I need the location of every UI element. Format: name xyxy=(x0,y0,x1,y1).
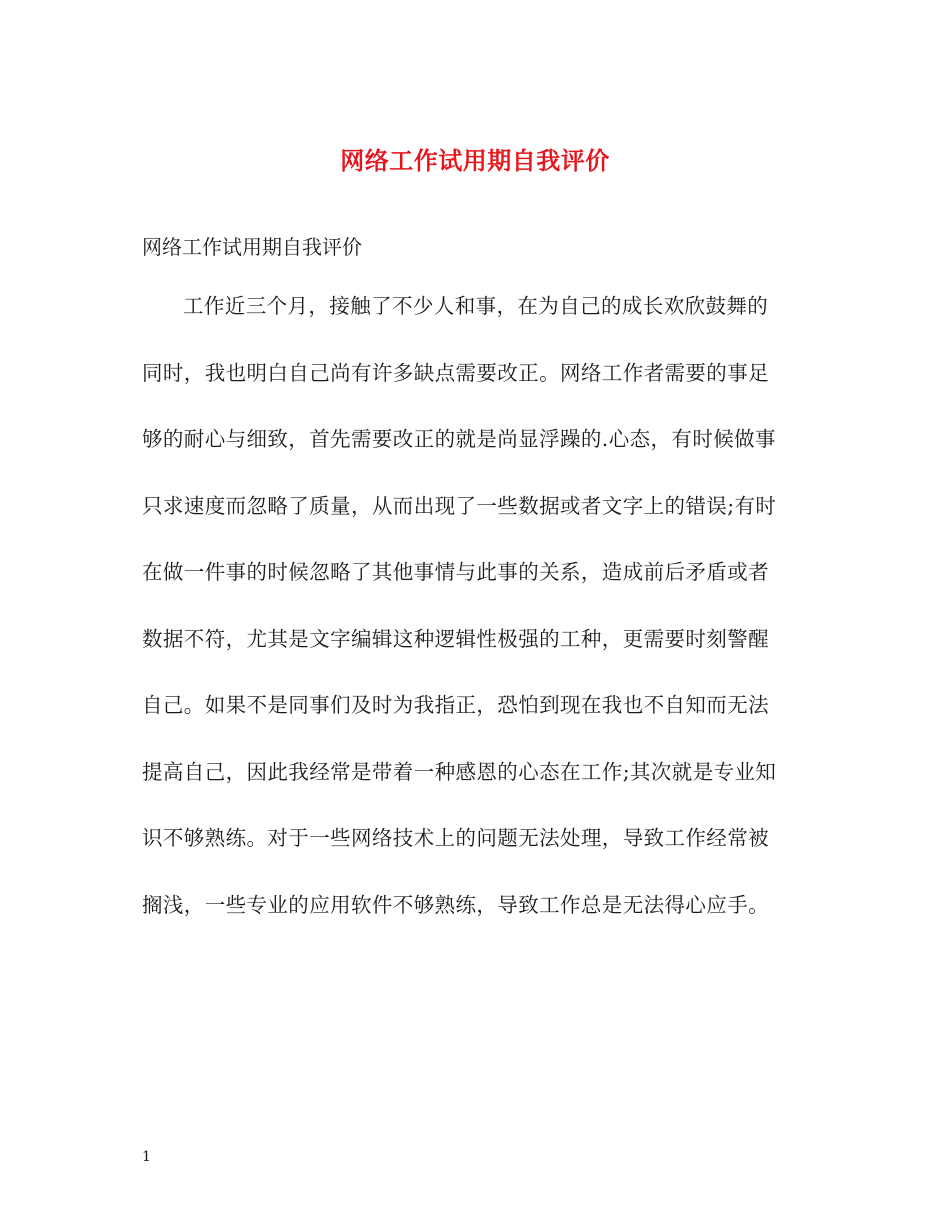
body-paragraph xyxy=(142,290,812,955)
paragraph-line: 工作近三个月，接触了不少人和事，在为自己的成长欢欣鼓舞的 xyxy=(183,294,769,318)
paragraph-line: 识不够熟练。对于一些网络技术上的问题无法处理，导致工作经常被 xyxy=(142,826,769,850)
paragraph-line: 在做一件事的时候忽略了其他事情与此事的关系，造成前后矛盾或者 xyxy=(142,560,769,584)
paragraph-line: 同时，我也明白自己尚有许多缺点需要改正。网络工作者需要的事足 xyxy=(142,360,769,385)
paragraph-line: 够的耐心与细致，首先需要改正的就是尚显浮躁的.心态，有时候做事 xyxy=(142,427,776,451)
paragraph-line: 只求速度而忽略了质量，从而出现了一些数据或者文字上的错误;有时 xyxy=(142,493,777,518)
paragraph-line: 提高自己，因此我经常是带着一种感恩的心态在工作;其次就是专业知 xyxy=(142,759,777,784)
paragraph-line: 自己。如果不是同事们及时为我指正，恐怕到现在我也不自知而无法 xyxy=(142,693,769,717)
document-title: 网络工作试用期自我评价 xyxy=(340,146,610,175)
document-subtitle: 网络工作试用期自我评价 xyxy=(142,235,362,259)
page-number: 1 xyxy=(142,1149,151,1165)
paragraph-line: 数据不符，尤其是文字编辑这种逻辑性极强的工种，更需要时刻警醒 xyxy=(142,626,769,651)
paragraph-line: 搁浅，一些专业的应用软件不够熟练，导致工作总是无法得心应手。 xyxy=(142,892,769,917)
